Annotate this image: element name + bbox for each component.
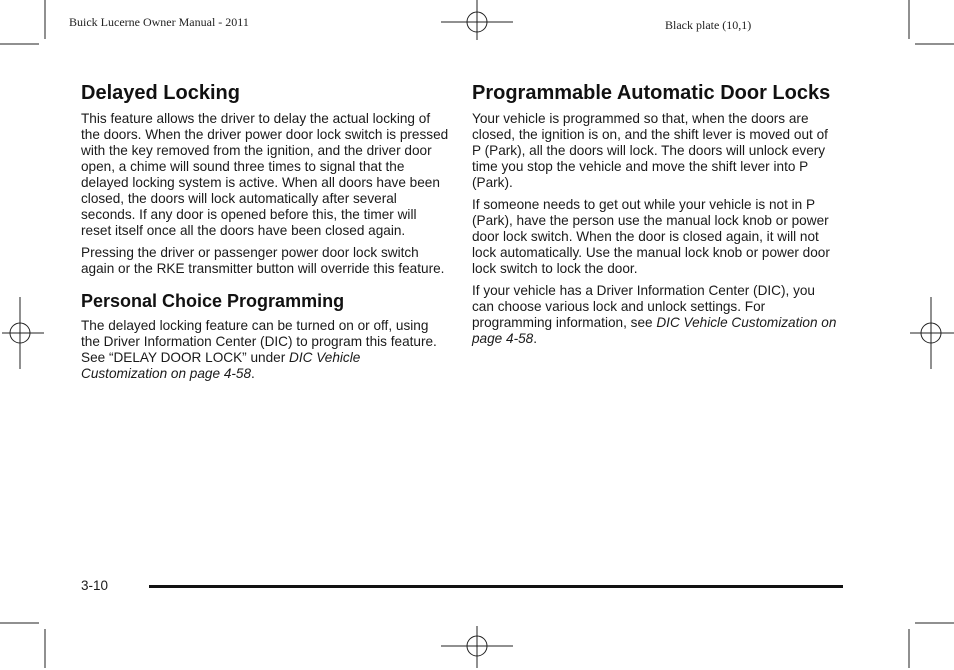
registration-target-bottom: [437, 620, 517, 670]
paragraph: This feature allows the driver to delay the actual locking of the doors. When the driver power door lock switch is pressed with the key removed from the ignition, and the driver door open, a chime will sound three times to signal that the delayed locking system is active. When all doors have been closed, the doors will lock automatically after several seconds. If any door is opened before this, the timer will reset itself once all the doors have been closed again.: [81, 111, 449, 238]
cross-reference: DIC Vehicle Customization on page 4-58: [472, 315, 837, 346]
header-manual-title: Buick Lucerne Owner Manual - 2011: [69, 15, 249, 29]
paragraph: [81, 318, 449, 382]
registration-target-right: [904, 293, 954, 373]
registration-target-left: [0, 293, 50, 373]
left-column: [81, 82, 449, 388]
paragraph-text: The delayed locking feature can be turned on or off, using the Driver Information Center (DIC) to program this feature. See “DELAY DOOR LOCK” under: [81, 318, 437, 365]
footer-rule: [149, 585, 843, 588]
header-plate-label: Black plate (10,1): [665, 18, 752, 32]
registration-target-top: [437, 0, 517, 44]
paragraph-end: .: [251, 366, 255, 381]
right-column: [472, 82, 838, 353]
page-number: 3-10: [81, 578, 109, 593]
paragraph: Pressing the driver or passenger power door lock switch again or the RKE transmitter button will override this feature.: [81, 245, 445, 276]
paragraph: Your vehicle is programmed so that, when the doors are closed, the ignition is on, and the shift lever is moved out of P (Park), all the doors will lock. The doors will unlock every time you stop the vehicle and move the shift lever into P (Park).: [472, 111, 828, 190]
section-title-delayed-locking: Delayed Locking: [81, 82, 240, 104]
paragraph-text: If your vehicle has a Driver Information Center (DIC), you can choose various lock and unlock settings. For programming information, see: [472, 283, 815, 330]
paragraph-end: .: [533, 331, 538, 346]
paragraph: [472, 283, 838, 347]
section-title-personal-choice: Personal Choice Programming: [81, 291, 345, 311]
paragraph: If someone needs to get out while your vehicle is not in P (Park), have the person use the manual lock knob or power door lock switch. When the door is closed again, it will not lock automatically. Use the manual lock knob or power door lock switch to lock the door.: [472, 197, 830, 276]
cross-reference: DIC Vehicle Customization on page 4-58: [81, 350, 361, 381]
section-title-programmable-locks: Programmable Automatic Door Locks: [472, 82, 831, 104]
